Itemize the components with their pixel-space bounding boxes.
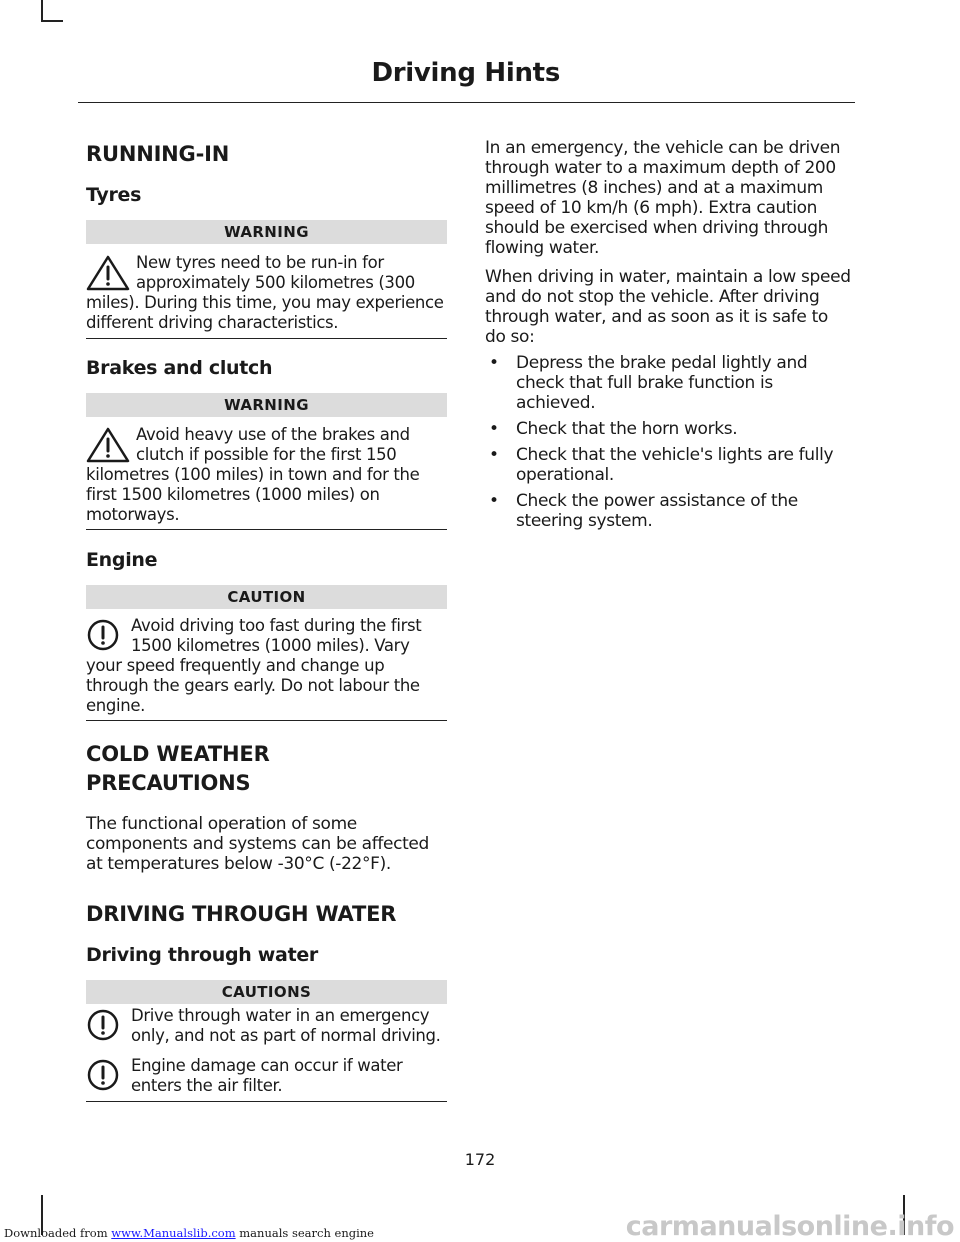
warning-triangle-icon bbox=[86, 255, 130, 291]
water-depth-paragraph: In an emergency, the vehicle can be driven through water to a maximum depth of 200 millimetres (8 inches) and at a maximum speed of 10 km/h (6 mph). Extra caution should be exercised when driving through flowing water. bbox=[485, 138, 841, 258]
warning-notice bbox=[86, 253, 447, 333]
footer-suffix: manuals search engine bbox=[235, 1226, 374, 1240]
caution-box-title: CAUTION bbox=[86, 585, 447, 609]
caution-notice bbox=[86, 616, 447, 716]
caution-exclamation-icon bbox=[86, 1008, 122, 1042]
manualslib-link[interactable]: www.Manualslib.com bbox=[111, 1226, 236, 1240]
bullet-marker: • bbox=[489, 445, 499, 465]
crop-mark bbox=[41, 0, 43, 22]
caution-exclamation-icon bbox=[86, 1058, 122, 1092]
cold-weather-paragraph: The functional operation of some components and systems can be affected at temperatures below -30°C (-22°F). bbox=[86, 814, 429, 874]
warning-notice bbox=[86, 425, 447, 525]
heading-cold-weather-line2: PRECAUTIONS bbox=[86, 771, 251, 795]
caution-text: Drive through water in an emergency only, and not as part of normal driving. bbox=[131, 1006, 441, 1045]
heading-brakes-clutch: Brakes and clutch bbox=[86, 357, 273, 379]
list-item bbox=[485, 445, 851, 485]
cautions-box-title: CAUTIONS bbox=[86, 980, 447, 1004]
list-item-text: Depress the brake pedal lightly and check that full brake function is achieved. bbox=[516, 353, 808, 413]
warning-box-title: WARNING bbox=[86, 393, 447, 417]
bullet-marker: • bbox=[489, 353, 499, 373]
list-item-text: Check the power assistance of the steering system. bbox=[516, 491, 798, 531]
list-item bbox=[485, 491, 851, 531]
list-item bbox=[485, 419, 851, 439]
download-footer bbox=[4, 1226, 374, 1240]
heading-running-in: RUNNING-IN bbox=[86, 142, 230, 166]
bullet-marker: • bbox=[489, 419, 499, 439]
caution-notice bbox=[86, 1006, 447, 1046]
caution-exclamation-icon bbox=[86, 618, 122, 652]
list-item bbox=[485, 353, 851, 413]
warning-text: Avoid heavy use of the brakes and clutch if possible for the first 150 kilometres (100 miles) in town and for the first 1500 kilometres (1000 miles) on motorways. bbox=[86, 425, 420, 524]
heading-cold-weather-line1: COLD WEATHER bbox=[86, 742, 270, 766]
crop-mark bbox=[41, 20, 63, 22]
heading-engine: Engine bbox=[86, 549, 158, 571]
caution-text: Avoid driving too fast during the first 1500 kilometres (1000 miles). Vary your speed frequently and change up through the gears early. Do not labour the engine. bbox=[86, 616, 422, 715]
after-water-checklist bbox=[485, 353, 851, 537]
footer-prefix: Downloaded from bbox=[4, 1226, 112, 1240]
warning-text: New tyres need to be run-in for approximately 500 kilometres (300 miles). During this time, you may experience different driving characteristics. bbox=[86, 253, 444, 332]
header-divider bbox=[78, 102, 855, 103]
water-driving-paragraph: When driving in water, maintain a low speed and do not stop the vehicle. After driving through water, and as soon as it is safe to do so: bbox=[485, 267, 851, 347]
site-watermark: carmanualsonline.info bbox=[625, 1211, 954, 1242]
subheading-driving-through-water: Driving through water bbox=[86, 944, 319, 966]
caution-notice bbox=[86, 1056, 447, 1096]
notice-divider bbox=[86, 720, 447, 721]
notice-divider bbox=[86, 529, 447, 530]
heading-tyres: Tyres bbox=[86, 184, 142, 206]
bullet-marker: • bbox=[489, 491, 499, 511]
warning-triangle-icon bbox=[86, 427, 130, 463]
notice-divider bbox=[86, 1101, 447, 1102]
warning-box-title: WARNING bbox=[86, 220, 447, 244]
section-title: Driving Hints bbox=[371, 58, 560, 88]
notice-divider bbox=[86, 338, 447, 339]
caution-text: Engine damage can occur if water enters the air filter. bbox=[131, 1056, 403, 1095]
list-item-text: Check that the horn works. bbox=[516, 419, 738, 439]
heading-driving-through-water: DRIVING THROUGH WATER bbox=[86, 902, 397, 926]
list-item-text: Check that the vehicle's lights are fully operational. bbox=[516, 445, 834, 485]
page-number: 172 bbox=[464, 1150, 496, 1169]
